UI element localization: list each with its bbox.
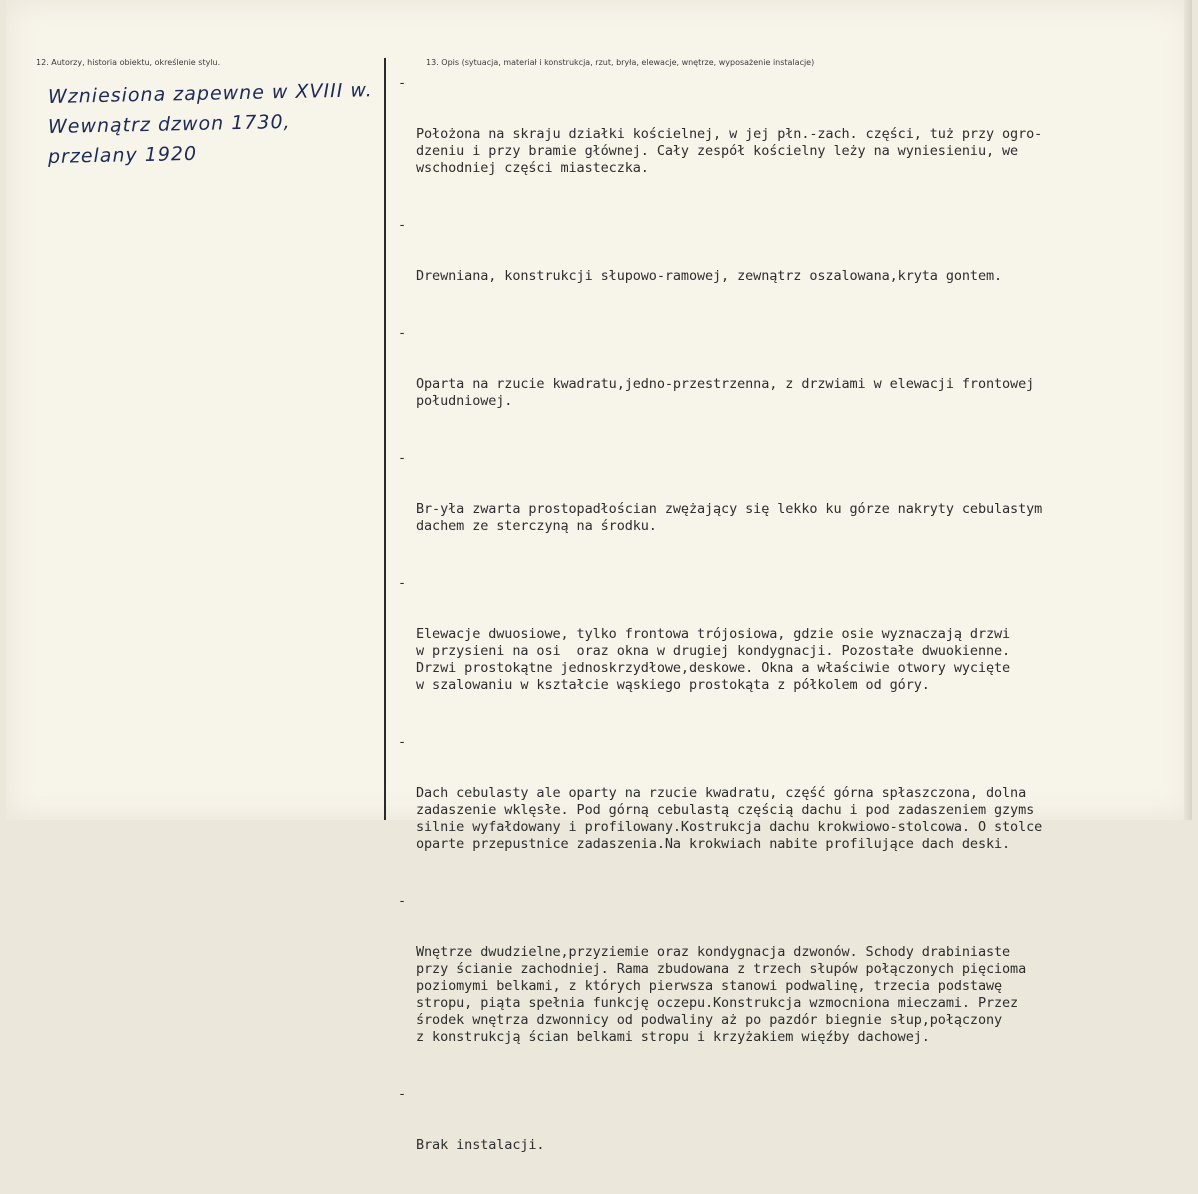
description-text: Br-yła zwarta prostopadłościan zwężający się lekko ku górze nakryty cebulastym dachem ze sterczyną na środku. [416,501,1043,534]
description-text: Dach cebulasty ale oparty na rzucie kwadratu, część górna spłaszczona, dolna zadaszenie wklęsłe. Pod górną cebulastą częścią dachu i pod zadaszeniem gzyms silnie wyfałdowany i profilowany.Kostrukcja dachu krokwiowo-stolcowa. O stolce oparte przepustnice zadaszenia.Na krokwiach nabite profilujące dach deski. [416,785,1043,852]
section-12-header: 12. Autorzy, historia obiektu, określenie stylu. [36,58,221,67]
bullet-marker: - [398,75,407,91]
description-text: Brak instalacji. [416,1137,545,1153]
bullet-marker: - [398,325,407,341]
description-item [398,1086,1188,1188]
description-item [398,893,1188,1080]
description-item [398,575,1188,728]
page-edge [1184,0,1192,820]
description-item [398,75,1188,211]
handwritten-line: Wewnątrz dzwon 1730, [47,110,291,138]
bullet-marker: - [398,217,407,233]
column-divider [384,58,386,820]
bullet-marker: - [398,734,407,750]
description-text: Drewniana, konstrukcji słupowo-ramowej, zewnątrz oszalowana,kryta gontem. [416,268,1003,284]
handwritten-line: przelany 1920 [47,142,198,168]
bullet-marker: - [398,1086,407,1102]
description-list [398,75,1188,1194]
handwritten-line: Wzniesiona zapewne w XVIII w. [47,79,373,108]
bullet-marker: - [398,893,407,909]
description-item [398,217,1188,319]
section-13-header: 13. Opis (sytuacja, materiał i konstrukcja, rzut, bryła, elewacje, wnętrze, wyposażenie instalacje) [426,58,815,67]
description-text: Położona na skraju działki kościelnej, w jej płn.-zach. części, tuż przy ogro- dzeniu i przy bramie głównej. Cały zespół kościelny leży na wyniesieniu, we wschodniej części miasteczka. [416,126,1043,176]
description-item [398,450,1188,569]
description-item [398,325,1188,444]
description-text: Oparta na rzucie kwadratu,jedno-przestrzenna, z drzwiami w elewacji frontowej południowej. [416,376,1035,409]
description-item [398,734,1188,887]
handwritten-note [47,79,378,172]
description-text: Wnętrze dwudzielne,przyziemie oraz kondygnacja dzwonów. Schody drabiniaste przy ścianie zachodniej. Rama zbudowana z trzech słupów połączonych pięcioma poziomymi belkami, z których pierwsza stanowi podwalinę, trzecia podstawę stropu, piąta spełnia funkcję oczepu.Konstrukcja wzmocniona mieczami. Przez środek wnętrza dzwonnicy od podwaliny aż po pazdór biegnie słup,połączony z konstrukcją ścian belkami stropu i krzyżakiem więźby dachowej. [416,944,1027,1045]
description-text: Elewacje dwuosiowe, tylko frontowa trójosiowa, gdzie osie wyznaczają drzwi w przysieni na osi oraz okna w drugiej kondygnacji. Pozostałe dwuokienne. Drzwi prostokątne jednoskrzydłowe,deskowe. Okna a właściwie otwory wycięte w szalowaniu w kształcie wąskiego prostokąta z półkolem od góry. [416,626,1011,693]
bullet-marker: - [398,575,407,591]
bullet-marker: - [398,450,407,466]
document-sheet [6,0,1192,1153]
